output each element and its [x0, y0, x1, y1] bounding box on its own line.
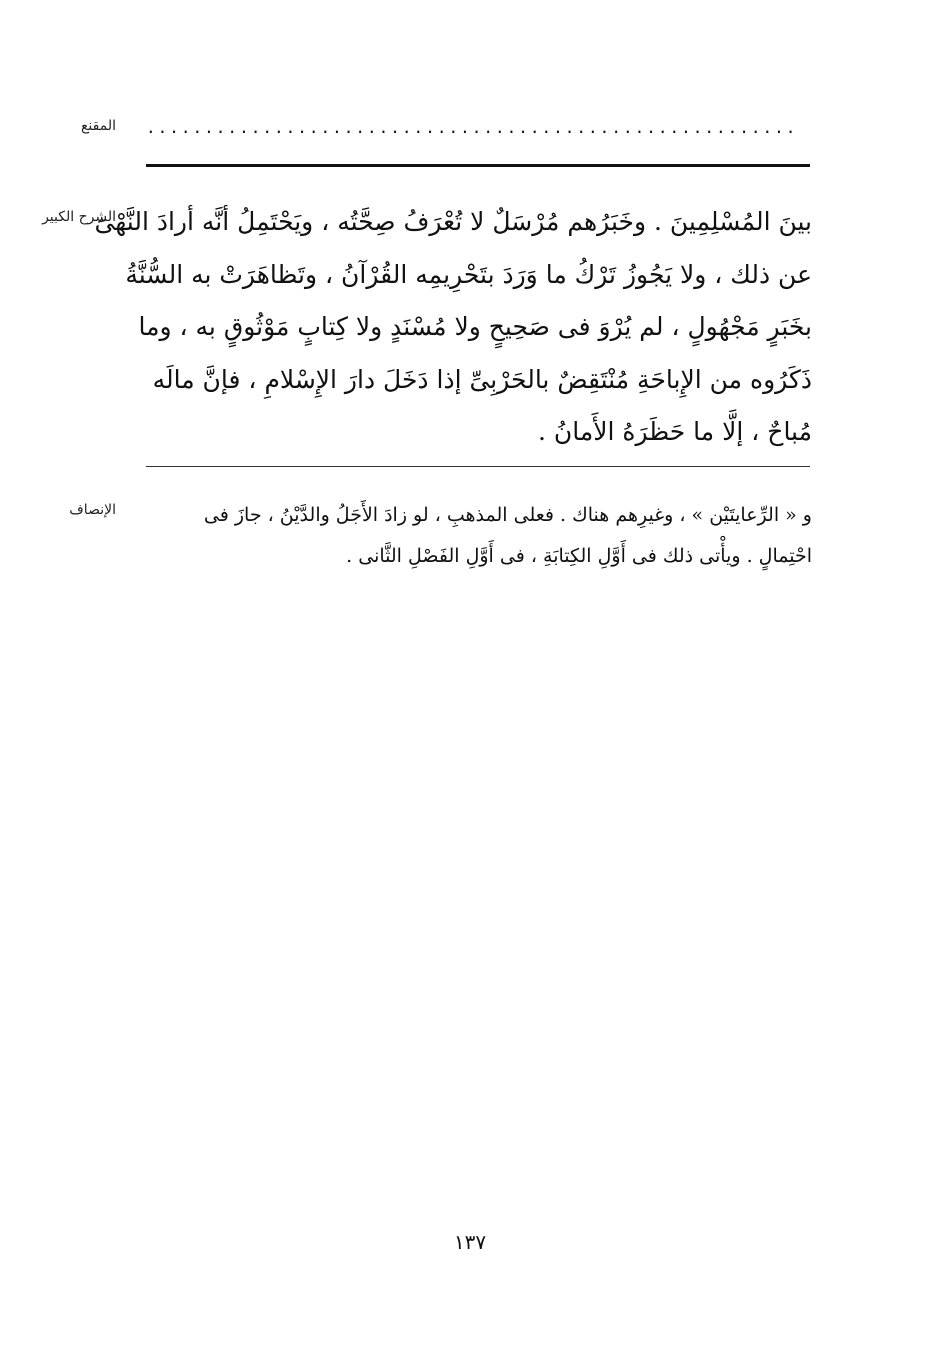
- insaf-label: الإنصاف: [69, 502, 116, 518]
- muqni-dotted-line: ........................................................: [146, 118, 798, 137]
- sharh-line: بينَ المُسْلِمِينَ . وخَبَرُهم مُرْسَلٌ لا تُعْرَفُ صِحَّتُه ، ويَحْتَمِلُ أنَّه أرادَ النَّهْىَ: [94, 207, 812, 236]
- sharh-label: الشرح الكبير: [42, 209, 116, 225]
- insaf-text-block: [140, 495, 812, 577]
- insaf-line: و « الرِّعايتَيْن » ، وغيرِهم هناك . فعلى المذهبِ ، لو زادَ الأَجَلُ والدَّيْنُ ، جازَ فى: [203, 504, 812, 526]
- thin-divider: [146, 466, 810, 467]
- sharh-line: بخَبَرٍ مَجْهُولٍ ، لم يُرْوَ فى صَحِيحٍ ولا مُسْنَدٍ ولا كِتابٍ مَوْثُوقٍ به ، وما: [138, 312, 812, 341]
- insaf-line: احْتِمالٍ . ويأْتى ذلك فى أَوَّلِ الكِتابَةِ ، فى أَوَّلِ الفَصْلِ الثَّانى .: [346, 545, 812, 567]
- page-number: ١٣٧: [453, 1230, 487, 1254]
- sharh-line: مُباحٌ ، إلَّا ما حَظَرَهُ الأَمانُ .: [537, 417, 812, 446]
- sharh-text-block: [94, 196, 812, 459]
- muqni-label: المقنع: [80, 118, 116, 134]
- sharh-line: ذَكَرُوه من الإِباحَةِ مُنْتَقِضٌ بالحَرْبِىِّ إذا دَخَلَ دارَ الإِسْلامِ ، فإنَّ مالَه: [152, 364, 812, 394]
- sharh-line: عن ذلك ، ولا يَجُوزُ تَرْكُ ما وَرَدَ بتَحْرِيمِه القُرْآنُ ، وتَظاهَرَتْ به السُّنَّةُ: [125, 259, 812, 289]
- thick-divider: [146, 164, 810, 167]
